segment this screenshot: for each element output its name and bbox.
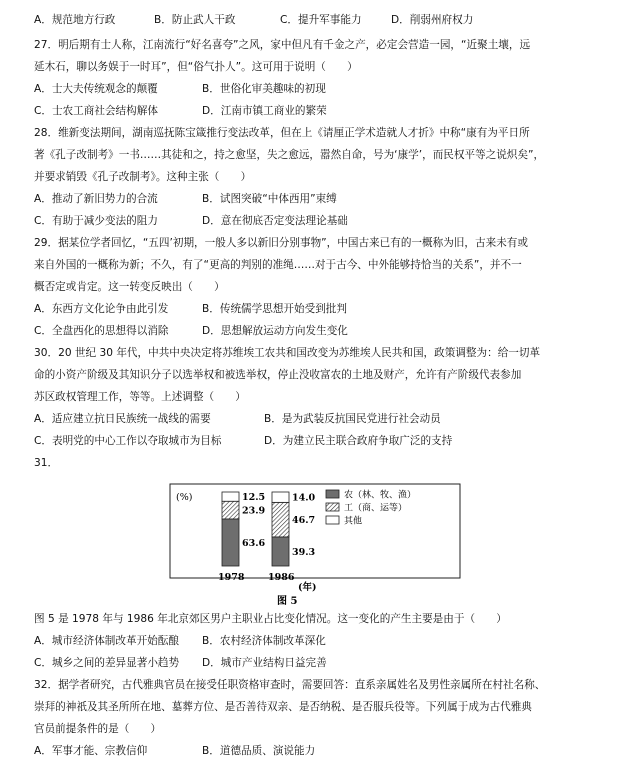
bar-1978-series-1 xyxy=(222,501,239,519)
q26-option-d: D．削弱州府权力 xyxy=(391,14,474,26)
legend-swatch-other xyxy=(326,516,339,524)
q30-options-row-1 xyxy=(34,412,598,426)
q28-options-row-2 xyxy=(34,214,598,228)
chart-ylabel: (%) xyxy=(176,492,193,503)
q30-option-d: D．为建立民主联合政府争取广泛的支持 xyxy=(264,435,453,447)
q30-option-b: B．是为武装反抗国民党进行社会动员 xyxy=(264,413,441,425)
q32-stem-line-1: 32．据学者研究，古代雅典官员在接受任职资格审查时，需要回答：直系亲属姓名及男性亲属所在村社名称、 xyxy=(34,679,546,691)
q31-options-row-1 xyxy=(34,634,598,648)
q31-options-row-2 xyxy=(34,656,598,670)
q28-stem-line-2: 著《孔子改制考》一书……其徒和之，持之愈坚，失之愈远，嚣然自命，号为‘康学’，而民权平等之说炽矣”， xyxy=(34,149,545,161)
q29-options-row-1 xyxy=(34,302,598,316)
q31-option-c: C．城乡之间的差异显著小趋势 xyxy=(34,657,180,669)
q27-options-row-2 xyxy=(34,104,598,118)
data-label-1986-series-2: 14.0 xyxy=(292,492,316,504)
data-label-1986-series-1: 46.7 xyxy=(292,515,316,527)
q26-option-b: B．防止武人干政 xyxy=(154,14,236,26)
q31-number: 31． xyxy=(34,457,59,469)
q31-option-d: D．城市产业结构日益完善 xyxy=(202,657,327,669)
bar-1986-series-1 xyxy=(272,502,289,537)
q29-options-row-2 xyxy=(34,324,598,338)
data-label-1978-series-0: 63.6 xyxy=(242,537,266,549)
bar-1986-series-2 xyxy=(272,492,289,502)
q26-option-c: C．提升军事能力 xyxy=(280,14,362,26)
q30-stem-line-1: 30．20 世纪 30 年代，中共中央决定将苏维埃工农共和国改变为苏维埃人民共和国，政策调整为：给一切革 xyxy=(34,347,541,359)
data-label-1978-series-1: 23.9 xyxy=(242,505,266,517)
q26-options xyxy=(34,13,598,27)
q28-stem-line-3: 并要求销毁《孔子改制考》。这种主张（ ） xyxy=(34,171,252,183)
data-label-1986-series-0: 39.3 xyxy=(292,546,316,558)
legend-label-farm: 农（林、牧、渔） xyxy=(344,490,417,501)
q32-options-row-1 xyxy=(34,744,598,758)
q29-stem-line-3: 概否定或肯定。这一转变反映出（ ） xyxy=(34,281,225,293)
q30-stem-line-3: 苏区政权管理工作，等等。上述调整（ ） xyxy=(34,391,246,403)
q31-stem-line-1: 图 5 是 1978 年与 1986 年北京郊区男户主职业占比变化情况。这一变化的产生主要是由于（ ） xyxy=(34,613,507,625)
q32-option-b: B．道德品质、演说能力 xyxy=(202,745,316,757)
q29-option-b: B．传统儒学思想开始受到批判 xyxy=(202,303,347,315)
q26-option-a: A．规范地方行政 xyxy=(34,14,116,26)
q29-option-c: C．全盘西化的思想得以消除 xyxy=(34,325,169,337)
q28-option-b: B．试图突破“中体西用”束缚 xyxy=(202,193,337,205)
q30-option-c: C．表明党的中心工作以夺取城市为目标 xyxy=(34,435,222,447)
chart-xlabel: (年) xyxy=(298,582,317,593)
q29-stem-line-2: 来自外国的一概称为新；不久，有了“更高的判别的准绳……对于古今、中外能够持恰当的关系”，并不一 xyxy=(34,259,522,271)
q32-stem-line-2: 崇拜的神祇及其圣所所在地、墓葬方位、是否善待双亲、是否纳税、是否服兵役等。下列属于成为古代雅典 xyxy=(34,701,532,713)
data-label-1978-series-2: 12.5 xyxy=(242,492,266,504)
figure-caption: 图 5 xyxy=(277,596,298,607)
q31-option-a: A．城市经济体制改革开始酝酿 xyxy=(34,635,179,647)
q31-figure xyxy=(0,480,620,610)
q32-option-a: A．军事才能、宗教信仰 xyxy=(34,745,148,757)
q27-option-c: C．士农工商社会结构解体 xyxy=(34,105,158,117)
q27-option-b: B．世俗化审美趣味的初现 xyxy=(202,83,326,95)
legend-swatch-farm xyxy=(326,490,339,498)
q27-option-d: D．江南市镇工商业的繁荣 xyxy=(202,105,327,117)
legend-label-industry: 工（商、运等） xyxy=(344,503,408,514)
q29-option-d: D．思想解放运动方向发生变化 xyxy=(202,325,348,337)
q27-options-row-1 xyxy=(34,82,598,96)
q28-options-row-1 xyxy=(34,192,598,206)
bar-1978-series-0 xyxy=(222,519,239,566)
q28-option-d: D．意在彻底否定变法理论基础 xyxy=(202,215,348,227)
q30-options-row-2 xyxy=(34,434,598,448)
q27-option-a: A．士大夫传统观念的颠覆 xyxy=(34,83,158,95)
legend-swatch-industry xyxy=(326,503,339,511)
q30-option-a: A．适应建立抗日民族统一战线的需要 xyxy=(34,413,211,425)
q27-stem-line-2: 延木石，聊以务娱于一时耳”，但“俗气扑人”。这可用于说明（ ） xyxy=(34,61,358,73)
q31-option-b: B．农村经济体制改革深化 xyxy=(202,635,326,647)
chart-bars xyxy=(222,492,316,566)
q28-option-c: C．有助于减少变法的阻力 xyxy=(34,215,158,227)
x-tick-label-1986: 1986 xyxy=(268,572,295,583)
legend-label-other: 其他 xyxy=(344,516,363,527)
q29-stem-line-1: 29．据某位学者回忆，“五四’初期，一般人多以新旧分别事物”，中国古来已有的一概称为旧，古来未有或 xyxy=(34,237,528,249)
chart-legend xyxy=(326,489,416,527)
bar-1978-series-2 xyxy=(222,492,239,501)
bar-1986-series-0 xyxy=(272,537,289,566)
q28-stem-line-1: 28．维新变法期间，湖南巡抚陈宝箴推行变法改革，但在上《请厘正学术造就人才折》中称“康有为平日所 xyxy=(34,127,530,139)
q29-option-a: A．东西方文化论争由此引发 xyxy=(34,303,169,315)
q28-option-a: A．推动了新旧势力的合流 xyxy=(34,193,158,205)
q30-stem-line-2: 命的小资产阶级及其知识分子以选举权和被选举权，停止没收富农的土地及财产，允许有产阶级代表参加 xyxy=(34,369,522,381)
q27-stem-line-1: 27．明后期有士人称，江南流行“好名喜夸”之风，家中但凡有千金之产，必定会营造一园，“近聚土壤，远 xyxy=(34,39,531,51)
q32-stem-line-3: 官员前提条件的是（ ） xyxy=(34,723,162,735)
x-tick-label-1978: 1978 xyxy=(218,572,245,583)
